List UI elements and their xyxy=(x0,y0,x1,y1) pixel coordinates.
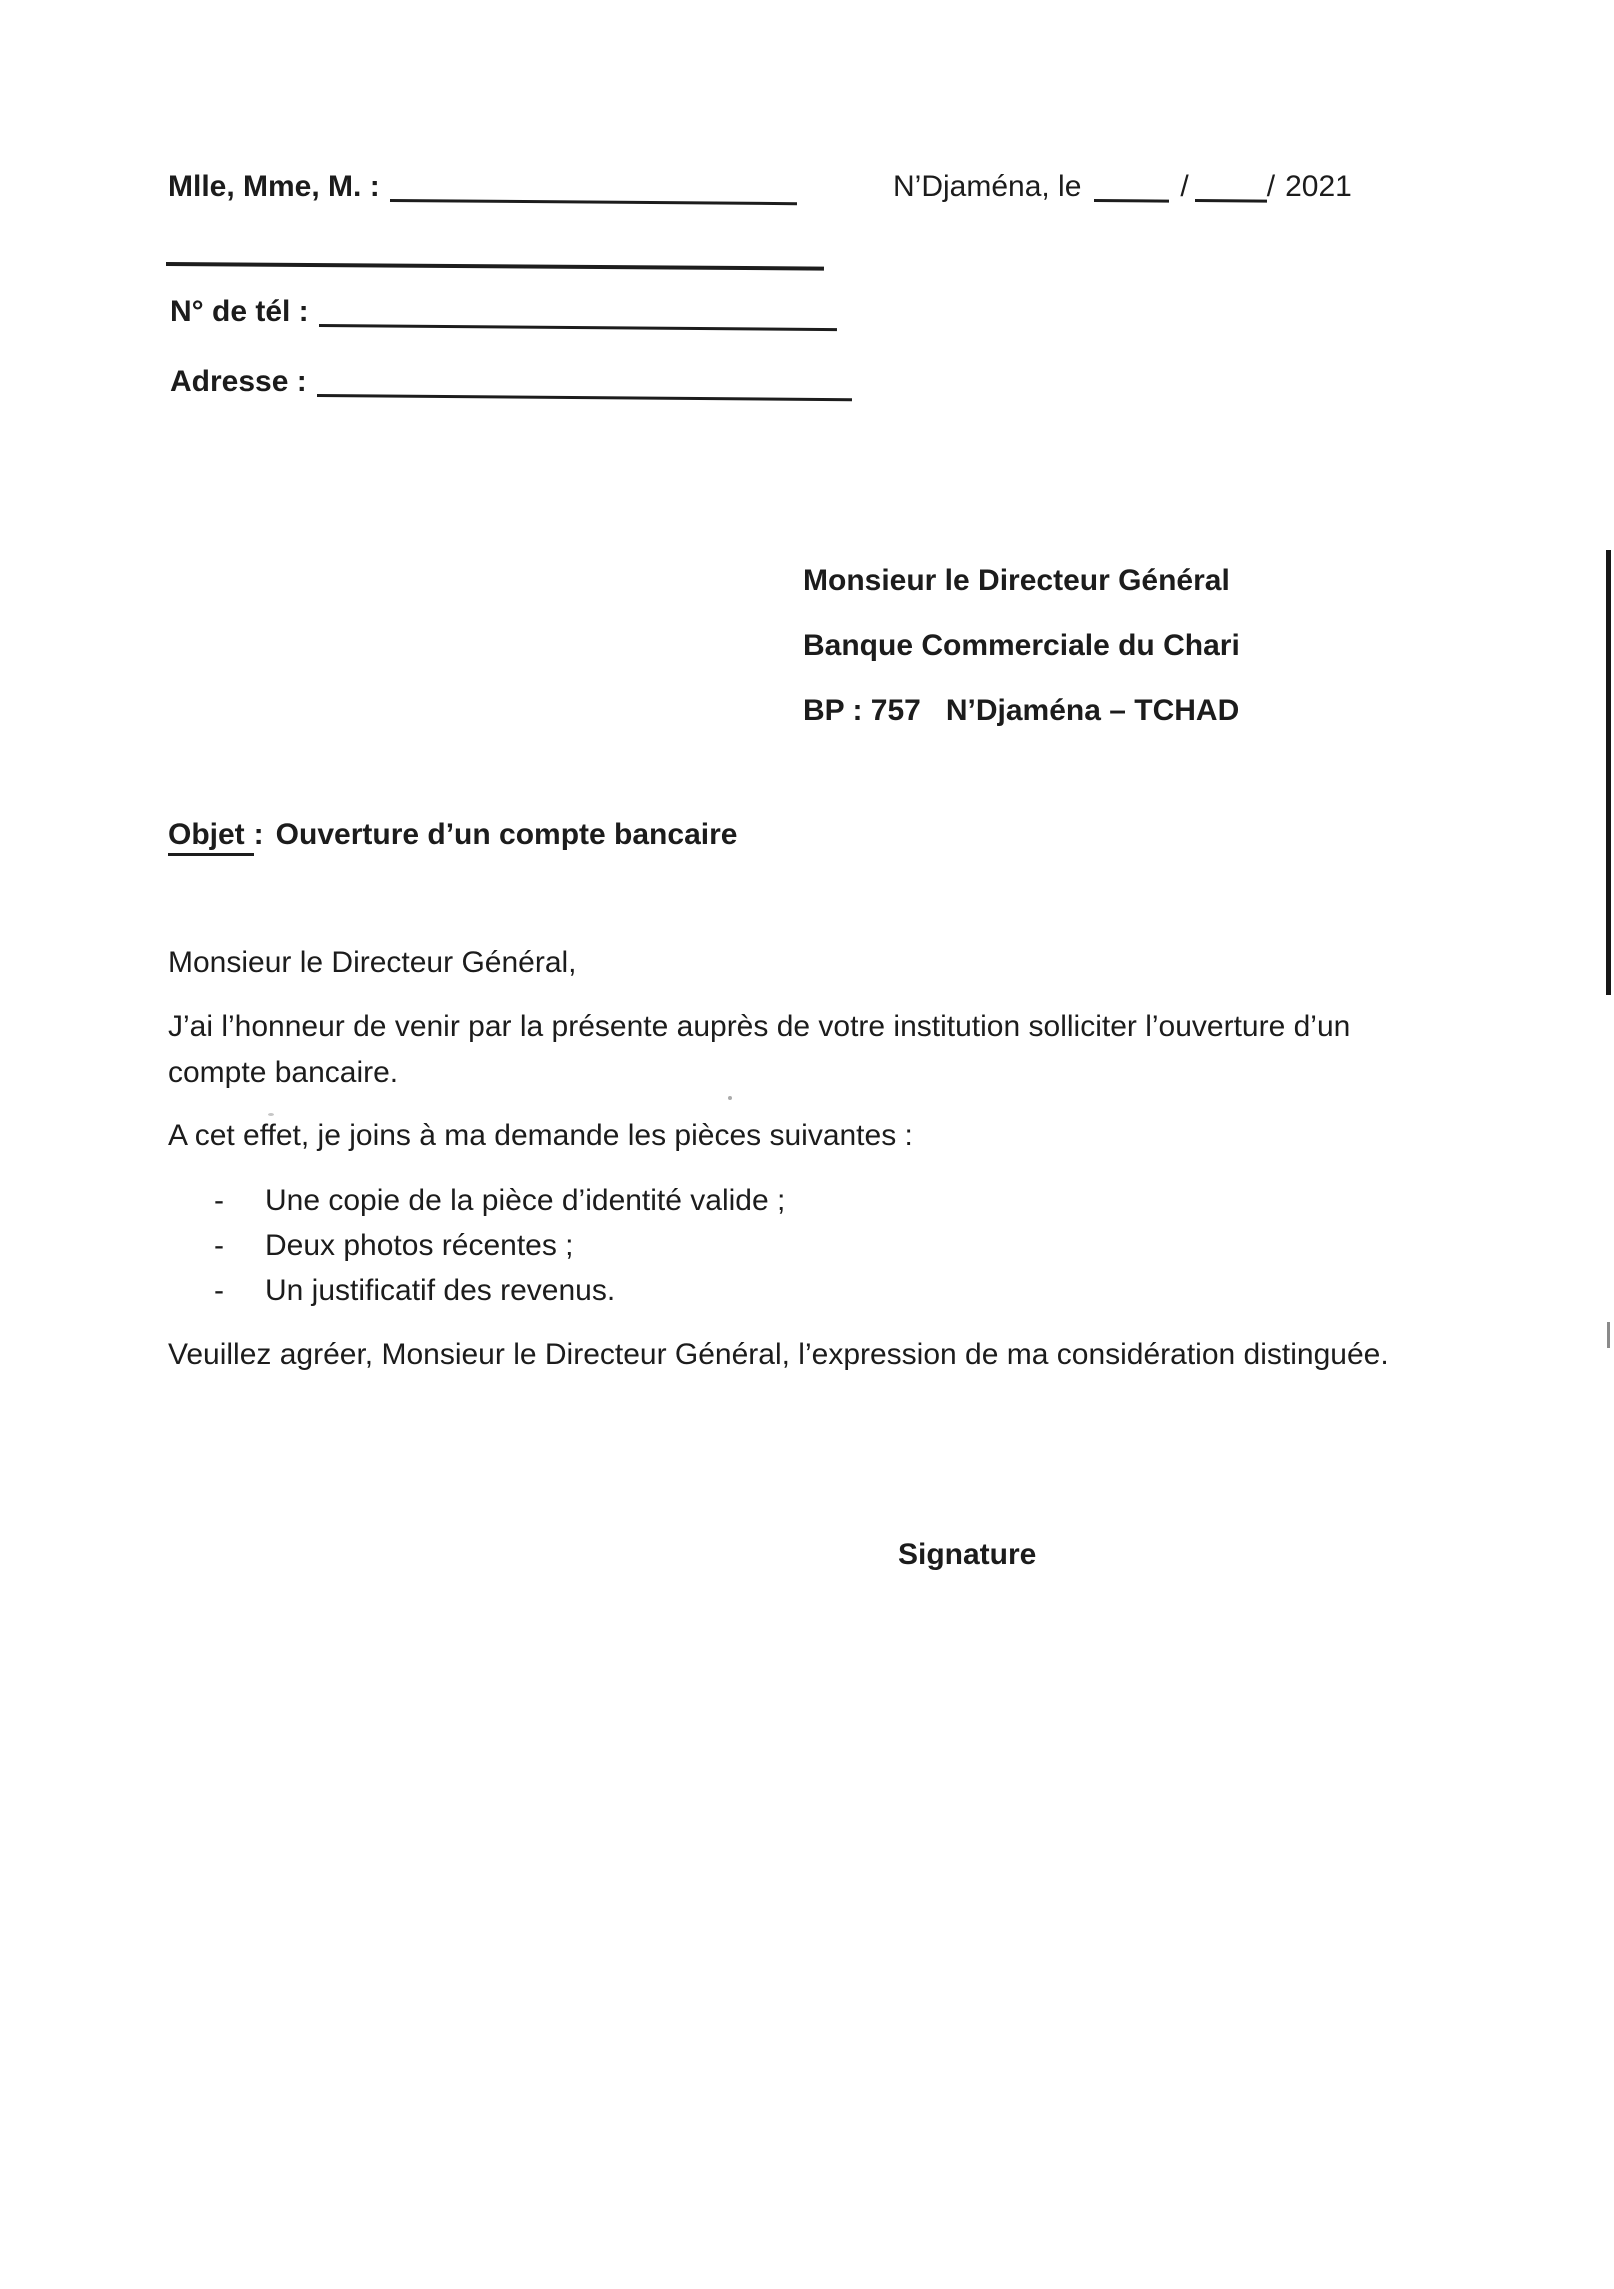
body-paragraph-1 xyxy=(168,1004,1350,1096)
date-separator-2: / xyxy=(1266,170,1276,203)
greeting: Monsieur le Directeur Général, xyxy=(168,946,577,979)
list-item-text: Un justificatif des revenus. xyxy=(265,1274,616,1307)
body-paragraph-1-line-2: compte bancaire. xyxy=(168,1056,399,1089)
attachments-list xyxy=(214,1178,785,1313)
list-item xyxy=(214,1268,785,1313)
date-blank-month xyxy=(1195,199,1267,203)
scan-speck xyxy=(728,1096,732,1100)
subject-row xyxy=(168,815,737,855)
date-separator-1: / xyxy=(1180,170,1189,203)
date-prefix: N’Djaména, le xyxy=(893,170,1082,203)
recipient-title: Monsieur le Directeur Général xyxy=(803,564,1230,597)
salutation-continuation-blank-line xyxy=(166,262,824,270)
address-row xyxy=(170,362,852,402)
list-item-text: Une copie de la pièce d’identité valide ; xyxy=(265,1184,786,1217)
list-item xyxy=(214,1223,785,1268)
salutation-blank-line xyxy=(390,199,797,205)
address-blank-line xyxy=(317,394,852,401)
date-blank-day xyxy=(1094,199,1169,203)
signature-label: Signature xyxy=(898,1538,1037,1571)
phone-row xyxy=(170,292,837,332)
list-item-text: Deux photos récentes ; xyxy=(265,1229,574,1262)
body-paragraph-1-line-1: J’ai l’honneur de venir par la présente auprès de votre institution solliciter l’ouverture d’un xyxy=(168,1010,1351,1043)
date-year: 2021 xyxy=(1285,170,1352,203)
list-item xyxy=(214,1178,785,1223)
salutation-label: Mlle, Mme, M. : xyxy=(168,170,380,203)
list-dash: - xyxy=(214,1229,224,1262)
phone-blank-line xyxy=(319,324,837,331)
list-dash: - xyxy=(214,1184,224,1217)
phone-label: N° de tél : xyxy=(170,295,309,328)
salutation-row xyxy=(168,167,797,207)
recipient-address: BP : 757 N’Djaména – TCHAD xyxy=(803,694,1240,727)
list-dash: - xyxy=(214,1274,224,1307)
closing-paragraph: Veuillez agréer, Monsieur le Directeur Général, l’expression de ma considération distinguée. xyxy=(168,1338,1389,1371)
body-paragraph-2: A cet effet, je joins à ma demande les pièces suivantes : xyxy=(168,1119,913,1152)
recipient-block xyxy=(803,548,1240,743)
subject-colon: : xyxy=(253,818,264,851)
scan-artifact-edge-tick xyxy=(1607,1322,1610,1348)
date-row xyxy=(893,167,1352,207)
address-label: Adresse : xyxy=(170,365,307,398)
scan-artifact-edge-line xyxy=(1606,550,1611,995)
subject-text: Ouverture d’un compte bancaire xyxy=(275,818,738,851)
scan-speck xyxy=(268,1113,274,1116)
recipient-bank: Banque Commerciale du Chari xyxy=(803,629,1240,662)
subject-label: Objet xyxy=(168,818,254,856)
